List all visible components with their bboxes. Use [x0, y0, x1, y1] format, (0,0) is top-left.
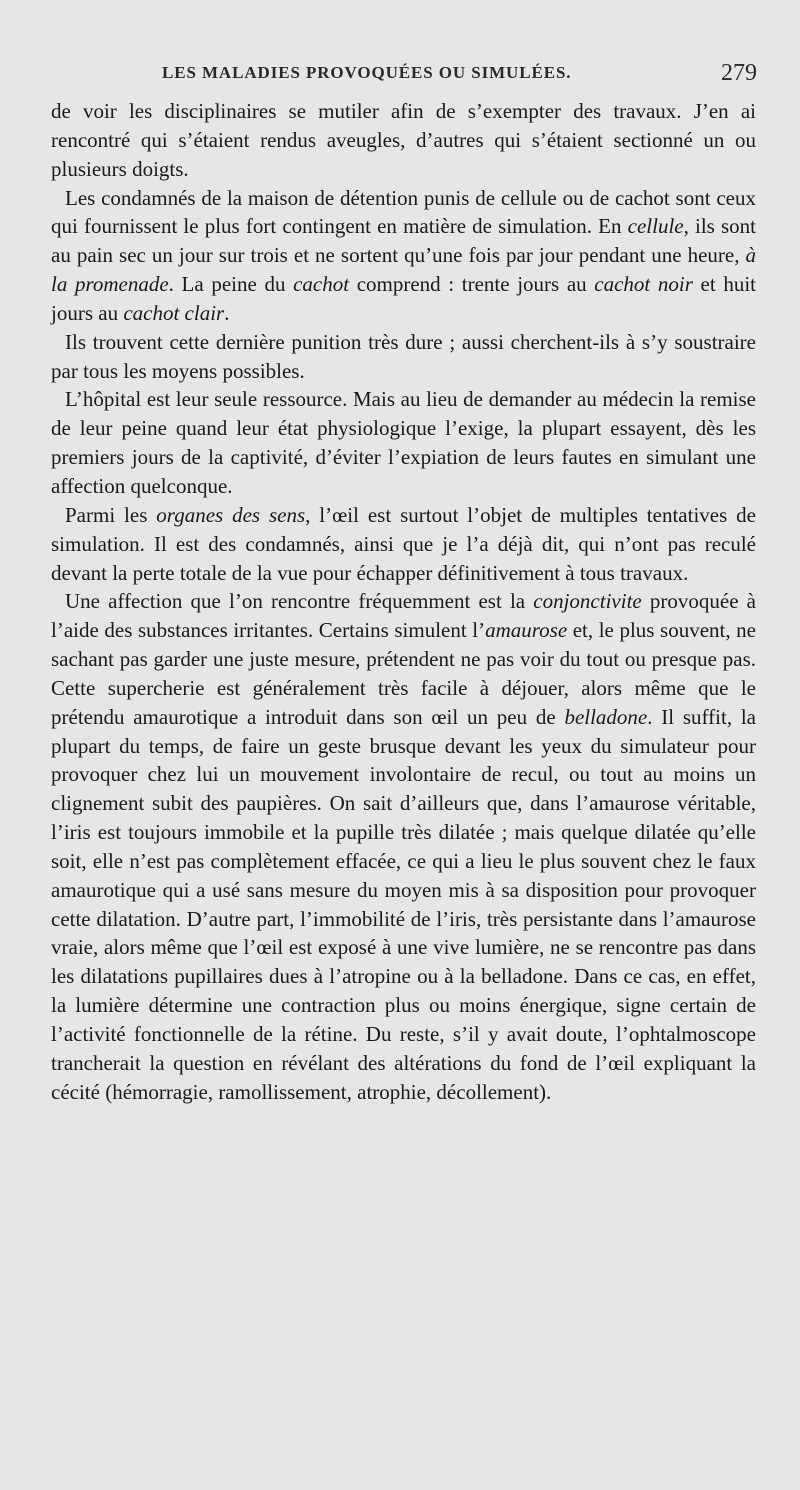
- text-segment: . Il suffit, la plupart du temps, de faire un geste brusque devant les yeux du simulateur pour provoquer chez lui un mouvement involontaire de recul, ou tout au moins un clignement subit des paupières. On sait d’ailleurs que, dans l’amaurose véritable, l’iris est toujours immobile et la pupille très dilatée ; mais quelque dilatée qu’elle soit, elle n’est pas complètement effacée, ce qui a lieu le plus souvent chez le faux amaurotique qui a usé sans mesure du moyen mis à sa disposition pour provoquer cette dilatation. D’autre part, l’immobilité de l’iris, très persistante dans l’amaurose vraie, alors même que l’œil est exposé à une vive lumière, ne se rencontre pas dans les dilatations pupillaires dues à l’atropine ou à la belladone. Dans ce cas, en effet, la lumière détermine une contraction plus ou moins énergique, signe certain de l’activité fonctionnelle de la rétine. Du reste, s’il y avait doute, l’ophtalmoscope trancherait la question en révélant des altérations du fond de l’œil expliquant la cécité (hémorragie, ramollissement, atrophie, décollement).: [51, 704, 756, 1104]
- italic-text: à la promenade: [51, 243, 756, 297]
- page-number: 279: [721, 60, 757, 86]
- text-segment: , ils sont au pain sec un jour sur trois et ne sortent qu’une fois par jour pendant une heure,: [51, 214, 756, 268]
- italic-text: conjonctivite: [533, 589, 642, 614]
- italic-text: organes des sens: [156, 502, 306, 527]
- text-segment: provoquée à l’aide des substances irritantes. Certains simulent l’: [51, 589, 756, 643]
- text-segment: Une affection que l’on rencontre fréquemment est la: [65, 589, 534, 614]
- text-segment: comprend : trente jours au: [349, 272, 595, 297]
- text-segment: Parmi les: [65, 502, 157, 527]
- paragraph: [51, 328, 756, 386]
- paragraph: [51, 97, 756, 184]
- italic-text: cachot noir: [594, 272, 693, 297]
- running-title: LES MALADIES PROVOQUÉES OU SIMULÉES.: [162, 63, 572, 82]
- text-segment: Ils trouvent cette dernière punition très dure ; aussi cherchent-ils à s’y soustraire par tous les moyens possibles.: [51, 329, 756, 383]
- italic-text: cachot clair: [123, 300, 225, 325]
- text-segment: .: [224, 300, 230, 325]
- paragraph: [51, 587, 756, 1106]
- text-segment: de voir les disciplinaires se mutiler afin de s’exempter des travaux. J’en ai rencontré qui s’étaient rendus aveugles, d’autres qui s’étaient sectionné un ou plusieurs doigts.: [51, 99, 756, 181]
- italic-text: amaurose: [485, 618, 568, 643]
- text-segment: et huit jours au: [51, 272, 756, 325]
- running-header: [52, 60, 757, 88]
- text-segment: et, le plus souvent, ne sachant pas garder une juste mesure, prétendent ne pas voir du tout ou presque pas. Cette supercherie est généralement très facile à déjouer, alors même que le prétendu amaurotique a introduit dans son œil un peu de: [51, 618, 756, 729]
- text-segment: L’hôpital est leur seule ressource. Mais au lieu de demander au médecin la remise de leur peine quand leur état physiologique l’exige, la plupart essayent, dès les premiers jours de la captivité, d’éviter l’expiation de leurs fautes en simulant une affection quelconque.: [51, 387, 756, 498]
- text-segment: Les condamnés de la maison de détention punis de cellule ou de cachot sont ceux qui fournissent le plus fort contingent en matière de simulation. En: [51, 185, 756, 239]
- italic-text: cachot: [293, 272, 350, 297]
- paragraph: [51, 501, 756, 588]
- body-text: [51, 97, 756, 1107]
- paragraph: [51, 385, 756, 500]
- italic-text: belladone: [564, 704, 648, 729]
- paragraph: [51, 184, 756, 328]
- text-segment: . La peine du: [168, 272, 294, 297]
- text-segment: , l’œil est surtout l’objet de multiples tentatives de simulation. Il est des condamnés, ainsi que je l’a déjà dit, qui n’ont pas reculé devant la perte totale de la vue pour échapper définitivement à tous travaux.: [51, 502, 756, 585]
- italic-text: cellule: [627, 214, 684, 239]
